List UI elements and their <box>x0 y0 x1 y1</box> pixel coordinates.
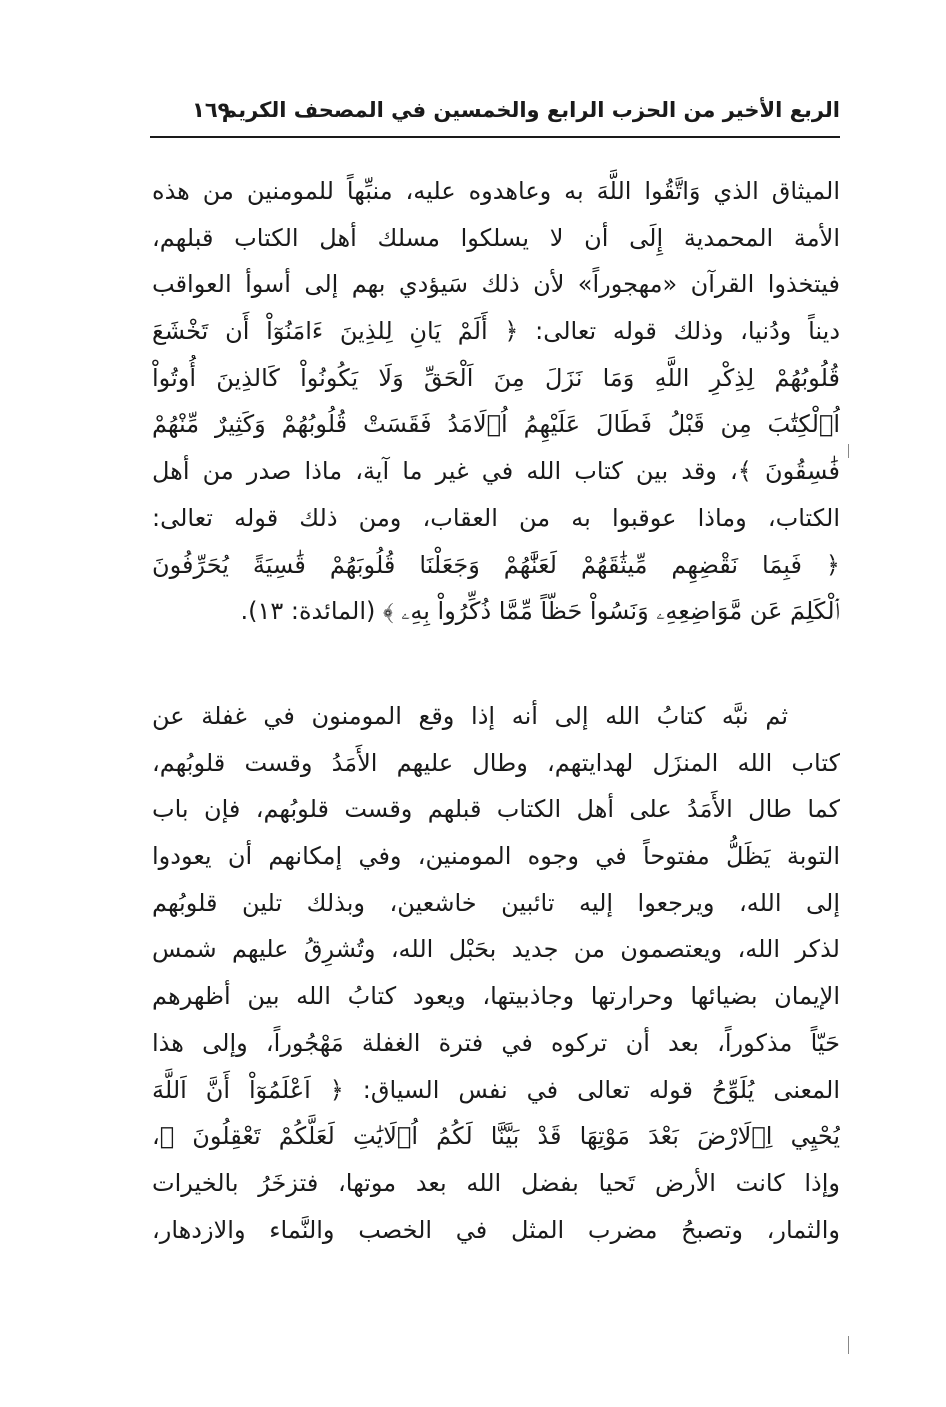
text-line: التوبة يَظَلُّ مفتوحاً في وجوه المومنين، وفي إمكانهم أن يعودوا <box>152 842 840 871</box>
text-line: الإيمان بضيائها وحرارتها وجاذبيتها، ويعود كتابُ الله بين أظهرهم <box>152 982 840 1011</box>
quran-line: قُلُوبُهُمْ لِذِكْرِ اللَّهِ وَمَا نَزَلَ مِنَ اَلْحَقِّ وَلَا يَكُونُواْ كَالذِينَ أُوتُواْ <box>152 363 840 392</box>
paragraph-1 <box>152 168 840 635</box>
text-line: حَيّاً مذكوراً، بعد أن تركوه في فترة الغفلة مَهْجُوراً، وإلى هذا <box>152 1028 840 1057</box>
text-line: فيتخذوا القرآن «مهجوراً» لأن ذلك سَيؤدي بهم إلى أسوأ العواقب <box>152 270 840 299</box>
text-line: لذكر الله، ويعتصمون من جديد بحَبْل الله، وتُشرِقُ عليهم شمس <box>152 935 840 964</box>
quran-line: ﴿ فَبِمَا نَقْضِهِم مِّيثَٰقَهُمْ لَعَنَّٰهُمْ وَجَعَلْنَا قُلُوبَهُمْ قَٰسِيَةً يُحَرِّفُونَ <box>152 550 840 579</box>
text-line: ثم نبَّه كتابُ الله إلى أنه إذا وقع المومنون في غفلة عن <box>152 702 788 730</box>
text-line: فَٰسِقُونَ ﴾، وقد بين كتاب الله في غير ما آية، ماذا صدر من أهل <box>152 457 840 486</box>
text-line: الكتاب، وماذا عوقبوا به من العقاب، ومن ذلك قوله تعالى: <box>152 503 840 532</box>
text-line: كما طال الأَمَدُ على أهل الكتاب قبلهم وقست قلوبُهم، فإن باب <box>152 795 840 824</box>
text-line: المعنى يُلَوِّحُ قوله تعالى في نفس السياق: ﴿ اَعْلَمُوٓاْ أَنَّ اَللَّهَ <box>152 1075 840 1104</box>
scan-mark <box>848 444 849 458</box>
text-line: كتاب الله المنزَل لهدايتهم، وطال عليهم الأَمَدُ وقست قلوبُهم، <box>152 748 840 777</box>
scan-mark <box>848 1336 849 1354</box>
text-line: الأمة المحمدية إِلَى أن لا يسلكوا مسلك أهل الكتاب قبلهم، <box>152 223 840 252</box>
quran-line: اُ۬لْكِتَٰبَ مِن قَبْلُ فَطَالَ عَلَيْهِمُ اُ۬لَامَدُ فَقَسَتْ قُلُوبُهُمْ وَكَثِيرٌ مِّنْهُمْ <box>152 410 840 439</box>
running-header <box>150 96 840 136</box>
quran-line: اَ۬لْكَلِمَ عَن مَّوَاضِعِهِۦ وَنَسُواْ حَظّاً مِّمَّا ذُكِّرُواْ بِهِۦ ﴾ (المائدة: ١٣). <box>240 597 840 626</box>
text-line: ديناً ودُنيا، وذلك قوله تعالى: ﴿ أَلَمْ يَانِ لِلذِينَ ءَامَنُوٓاْ أَن تَخْشَعَ <box>152 317 840 346</box>
header-title: الربع الأخير من الحزب الرابع والخمسين في المصحف الكريم <box>221 98 840 122</box>
header-rule <box>150 136 840 138</box>
text-line: وإذا كانت الأرض تَحيا بفضل الله بعد موتها، فتزخَرُ بالخيرات <box>152 1168 840 1197</box>
text-line: إلى الله، ويرجعوا إليه تائبين خاشعين، وبذلك تلين قلوبُهم <box>152 888 840 917</box>
paragraph-2 <box>152 693 840 1253</box>
text-line: والثمار، وتصبحُ مضرب المثل في الخصب والنَّماء والازدهار، <box>152 1215 840 1244</box>
page-number: ١٦٩ <box>192 98 231 122</box>
text-line: الميثاق الذي وَاتَّقُوا اللَّهَ به وعاهدوه عليه، منبِّهاً للمومنين من هذه <box>152 177 840 205</box>
quran-line: يُحْيِي اِ۬لَارْضَ بَعْدَ مَوْتِهَا قَدْ بَيَّنَّا لَكُمُ اُ۬لَايَٰتِ لَعَلَّكُمْ تَعْقِلُونَ ﴾، <box>152 1122 840 1151</box>
